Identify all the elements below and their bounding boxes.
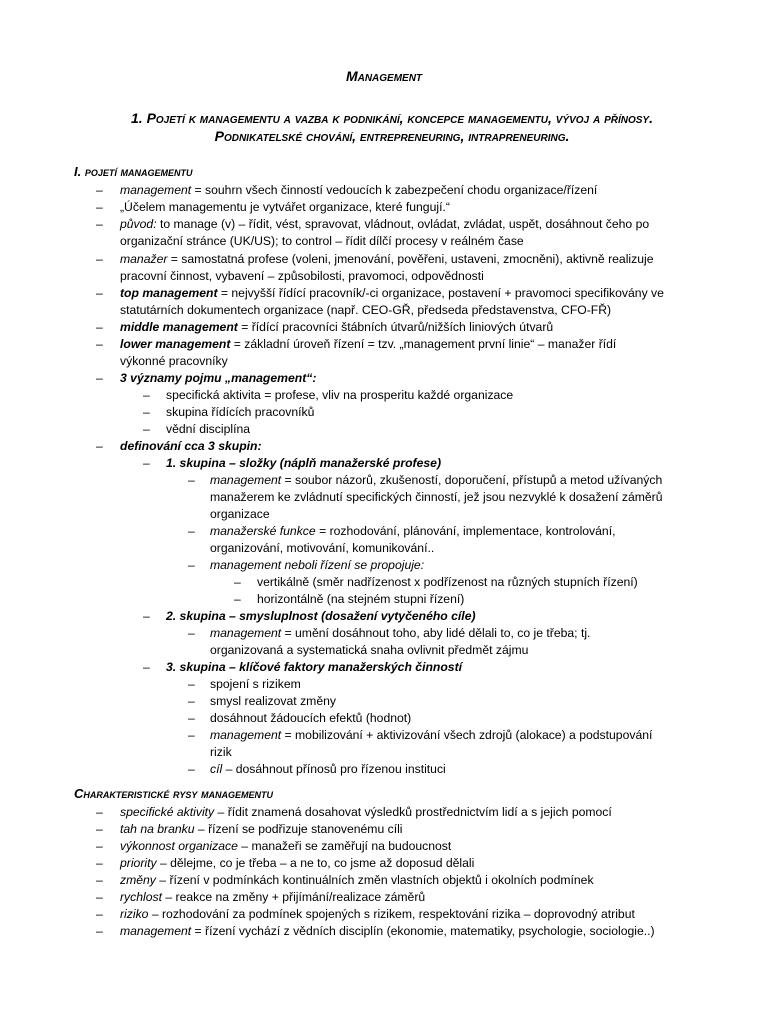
bullet-dash: – xyxy=(188,694,195,708)
group-2-title: 2. skupina – smysluplnost (dosažení vytyčeného cíle) xyxy=(166,609,476,623)
list-item: rychlost – reakce na změny + přijímání/realizace záměrů xyxy=(120,890,426,904)
list-item: management neboli řízení se propojuje: xyxy=(210,558,425,572)
list-item-cont: organizovaná a systematická snaha ovlivnit předmět zájmu xyxy=(210,643,529,657)
section-1-title: I. pojetí managementu xyxy=(74,164,193,179)
list-item-cont: organizační stránce (UK/US); to control – řídit dílčí procesy v reálném čase xyxy=(120,234,524,248)
list-item: lower management = základní úroveň řízení = tzv. „management první linie“ – manažer řídí xyxy=(120,337,617,351)
bullet-dash: – xyxy=(143,388,150,402)
bullet-dash: – xyxy=(96,839,103,853)
bullet-dash: – xyxy=(188,711,195,725)
list-item: 3 významy pojmu „management“: xyxy=(120,371,317,385)
bullet-dash: – xyxy=(96,337,103,351)
bullet-dash: – xyxy=(143,660,150,674)
list-item: priority – dělejme, co je třeba – a ne to, co jsme až doposud dělali xyxy=(120,856,475,870)
bullet-dash: – xyxy=(188,728,195,742)
list-item-cont: pracovní činnost, vybavení – způsobilosti, pravomoci, odpovědnosti xyxy=(120,269,484,283)
bullet-dash: – xyxy=(96,252,103,266)
heading-line-1: 1. Pojetí k managementu a vazba k podnikání, koncepce managementu, vývoj a přínosy. xyxy=(131,110,653,126)
bullet-dash: – xyxy=(143,609,150,623)
list-item: tah na branku – řízení se podřizuje stanovenému cíli xyxy=(120,822,403,836)
bullet-dash: – xyxy=(96,217,103,231)
list-item: specifická aktivita = profese, vliv na prosperitu každé organizace xyxy=(166,388,514,402)
list-item: manažer = samostatná profese (voleni, jmenování, pověřeni, ustaveni, zmocněni), aktivně realizuje xyxy=(120,252,654,266)
list-item: middle management = řídící pracovníci štábních útvarů/nižších liniových útvarů xyxy=(120,320,554,334)
group-1-title: 1. skupina – složky (náplň manažerské profese) xyxy=(166,456,441,470)
list-item-cont: manažerem ke zvládnutí specifických činností, jež jsou nezvyklé k dosažení záměrů xyxy=(210,490,663,504)
list-item: management = umění dosáhnout toho, aby lidé dělali to, co je třeba; tj. xyxy=(210,626,591,640)
list-item: management = mobilizování + aktivizování všech zdrojů (alokace) a podstupování xyxy=(210,728,653,742)
list-item: management = řízení vychází z vědních disciplín (ekonomie, matematiky, psychologie, sociologie..) xyxy=(120,924,655,938)
list-item: smysl realizovat změny xyxy=(210,694,336,708)
bullet-dash: – xyxy=(188,558,195,572)
list-item-cont: organizování, motivování, komunikování.. xyxy=(210,541,435,555)
group-3-title: 3. skupina – klíčové faktory manažerských činností xyxy=(166,660,463,674)
bullet-dash: – xyxy=(96,183,103,197)
list-item: top management = nejvyšší řídící pracovník/-ci organizace, postavení + pravomoci specifikovány ve xyxy=(120,286,664,300)
bullet-dash: – xyxy=(234,575,241,589)
bullet-dash: – xyxy=(96,371,103,385)
list-item-cont: statutárních dokumentech organizace (např. CEO-GŘ, předseda představenstva, CFO-FŘ) xyxy=(120,303,612,317)
bullet-dash: – xyxy=(234,592,241,606)
bullet-dash: – xyxy=(96,286,103,300)
bullet-dash: – xyxy=(143,422,150,436)
bullet-dash: – xyxy=(188,677,195,691)
list-item: specifické aktivity – řídit znamená dosahovat výsledků prostřednictvím lidí a s jejich pomocí xyxy=(120,805,612,819)
list-item: manažerské funkce = rozhodování, plánování, implementace, kontrolování, xyxy=(210,524,616,538)
list-item: management = souhrn všech činností vedoucích k zabezpečení chodu organizace/řízení xyxy=(120,183,598,197)
bullet-dash: – xyxy=(96,890,103,904)
list-item-cont: výkonné pracovníky xyxy=(120,354,228,368)
list-item: management = soubor názorů, zkušeností, doporučení, přístupů a metod užívaných xyxy=(210,473,663,487)
list-item: původ: to manage (v) – řídit, vést, spravovat, vládnout, ovládat, zvládat, uspět, dosáhnout čeho po xyxy=(120,217,650,231)
bullet-dash: – xyxy=(96,924,103,938)
list-item: definování cca 3 skupin: xyxy=(120,439,262,453)
list-item: riziko – rozhodování za podmínek spojených s rizikem, respektování rizika – doprovodný atribut xyxy=(120,907,635,921)
bullet-dash: – xyxy=(96,873,103,887)
list-item: cíl – dosáhnout přínosů pro řízenou instituci xyxy=(210,762,446,776)
list-item: skupina řídících pracovníků xyxy=(166,405,315,419)
list-item: „Účelem managementu je vytvářet organizace, které fungují.“ xyxy=(120,200,450,214)
bullet-dash: – xyxy=(96,320,103,334)
page-title: Management xyxy=(345,68,423,84)
bullet-dash: – xyxy=(96,805,103,819)
bullet-dash: – xyxy=(96,822,103,836)
section-2-title: Charakteristické rysy managementu xyxy=(74,786,273,801)
heading-line-2: Podnikatelské chování, entrepreneuring, intrapreneuring. xyxy=(214,128,570,144)
bullet-dash: – xyxy=(96,907,103,921)
list-item: vědní disciplína xyxy=(166,422,251,436)
list-item: změny – řízení v podmínkách kontinuálních změn vlastních objektů i okolních podmínek xyxy=(120,873,594,887)
bullet-dash: – xyxy=(188,473,195,487)
bullet-dash: – xyxy=(96,856,103,870)
list-item-cont: organizace xyxy=(210,507,270,521)
bullet-dash: – xyxy=(143,456,150,470)
list-item-cont: rizik xyxy=(210,745,232,759)
bullet-dash: – xyxy=(188,626,195,640)
bullet-dash: – xyxy=(188,762,195,776)
list-item: horizontálně (na stejném stupni řízení) xyxy=(257,592,465,606)
list-item: dosáhnout žádoucích efektů (hodnot) xyxy=(210,711,412,725)
bullet-dash: – xyxy=(96,439,103,453)
bullet-dash: – xyxy=(188,524,195,538)
list-item: výkonnost organizace – manažeři se zaměřují na budoucnost xyxy=(120,839,452,853)
bullet-dash: – xyxy=(143,405,150,419)
bullet-dash: – xyxy=(96,200,103,214)
list-item: vertikálně (směr nadřízenost x podřízenost na různých stupních řízení) xyxy=(257,575,638,589)
list-item: spojení s rizikem xyxy=(210,677,301,691)
